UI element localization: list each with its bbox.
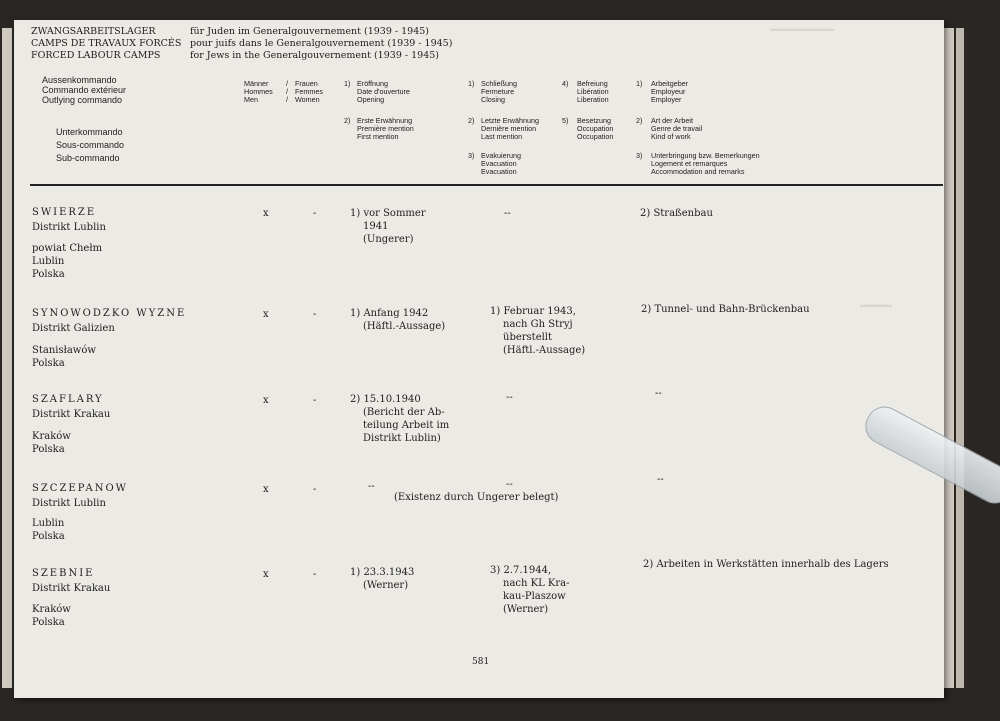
header-num: 1) bbox=[344, 79, 351, 88]
camp-location: Kraków Polska bbox=[32, 431, 71, 455]
camp-location: Kraków Polska bbox=[32, 604, 71, 628]
opening-info: 1) 23.3.1943 (Werner) bbox=[350, 567, 415, 591]
book-right-edge-back bbox=[956, 28, 964, 688]
book-page bbox=[14, 20, 944, 698]
existence-note: (Existenz durch Ungerer belegt) bbox=[394, 492, 559, 503]
header-num: 1) bbox=[468, 79, 475, 88]
header-last-mention: Letzte Erwähnung Dernière mention Last mention bbox=[481, 116, 539, 141]
header-occupation: Besetzung Occupation Occupation bbox=[577, 116, 614, 141]
header-num: 3) bbox=[636, 151, 643, 160]
opening-info: 2) 15.10.1940 (Bericht der Ab- teilung Arbeit im Distrikt Lublin) bbox=[350, 394, 450, 444]
page-number: 581 bbox=[472, 657, 490, 667]
book-left-edge bbox=[2, 28, 12, 688]
camp-name: SZAFLARY bbox=[32, 394, 104, 405]
opening-info: 1) Anfang 1942 (Häftl.-Aussage) bbox=[350, 308, 446, 332]
header-first-mention: Erste Erwähnung Première mention First mention bbox=[357, 116, 414, 141]
header-sex-separator: / / / bbox=[286, 79, 288, 104]
women-mark: - bbox=[313, 395, 317, 406]
closing-info: 3) 2.7.1944, nach KL Kra- kau-Plaszow (Werner) bbox=[490, 565, 570, 615]
camp-name: SYNOWODZKO WYZNE bbox=[32, 308, 187, 319]
book-right-edge bbox=[944, 28, 954, 688]
header-evacuation: Evakuierung Evacuation Evacuation bbox=[481, 151, 521, 176]
header-outlying-commando: Aussenkommando Commando extérieur Outlying commando bbox=[42, 75, 127, 105]
closing-info: -- bbox=[504, 208, 511, 219]
camp-location: Stanisławów Polska bbox=[32, 345, 96, 369]
closing-info: -- bbox=[506, 392, 513, 403]
camp-name: SWIERZE bbox=[32, 207, 97, 218]
camp-location: powiat Chełm Lublin Polska bbox=[32, 243, 103, 280]
header-num: 1) bbox=[636, 79, 643, 88]
men-mark: x bbox=[263, 208, 269, 219]
header-liberation: Befreiung Libération Liberation bbox=[577, 79, 609, 104]
header-kind-of-work: Art der Arbeit Genre de travail Kind of work bbox=[651, 116, 703, 141]
men-mark: x bbox=[263, 309, 269, 320]
camp-name: SZCZEPANOW bbox=[32, 483, 128, 494]
header-num: 5) bbox=[562, 116, 569, 125]
camp-district: Distrikt Lublin bbox=[32, 222, 106, 233]
closing-info: -- bbox=[506, 479, 513, 490]
camp-district: Distrikt Krakau bbox=[32, 583, 111, 594]
bleed-through: ▬▬▬▬ bbox=[860, 300, 892, 309]
women-mark: - bbox=[313, 208, 317, 219]
header-scope: für Juden im Generalgouvernement (1939 - 1945) pour juifs dans le Generalgouvernement (1939 - 1945) for Jews in the Generalgouvernement (1939 - 1945) bbox=[190, 26, 453, 61]
men-mark: x bbox=[263, 484, 269, 495]
men-mark: x bbox=[263, 395, 269, 406]
header-camp-title: ZWANGSARBEITSLAGER CAMPS DE TRAVAUX FORCÉS FORCED LABOUR CAMPS bbox=[31, 26, 182, 61]
camp-name: SZEBNIE bbox=[32, 568, 95, 579]
header-divider bbox=[30, 184, 943, 186]
remarks-info: 2) Straßenbau bbox=[640, 208, 713, 219]
header-num: 2) bbox=[344, 116, 351, 125]
header-accommodation: Unterbringung bzw. Bemerkungen Logement et remarques Accommodation and remarks bbox=[651, 151, 760, 176]
women-mark: - bbox=[313, 569, 317, 580]
remarks-info: -- bbox=[655, 388, 662, 399]
opening-info: -- bbox=[368, 481, 375, 492]
header-num: 2) bbox=[636, 116, 643, 125]
header-num: 3) bbox=[468, 151, 475, 160]
bleed-through: ▬▬▬▬▬▬▬▬ bbox=[770, 24, 834, 33]
closing-info: 1) Februar 1943, nach Gh Stryj überstellt (Häftl.-Aussage) bbox=[490, 306, 586, 356]
header-num: 4) bbox=[562, 79, 569, 88]
camp-location: Lublin Polska bbox=[32, 518, 65, 542]
camp-district: Distrikt Krakau bbox=[32, 409, 111, 420]
header-num: 2) bbox=[468, 116, 475, 125]
remarks-info: 2) Arbeiten in Werkstätten innerhalb des Lagers bbox=[643, 559, 889, 570]
header-employer: Arbeitgeber Employeur Employer bbox=[651, 79, 689, 104]
remarks-info: -- bbox=[657, 474, 664, 485]
camp-district: Distrikt Galizien bbox=[32, 323, 115, 334]
women-mark: - bbox=[313, 309, 317, 320]
men-mark: x bbox=[263, 569, 269, 580]
header-men: Männer Hommes Men bbox=[244, 79, 273, 104]
camp-district: Distrikt Lublin bbox=[32, 498, 106, 509]
header-sub-commando: Unterkommando Sous-commando Sub-commando bbox=[56, 127, 125, 163]
remarks-info: 2) Tunnel- und Bahn-Brückenbau bbox=[641, 304, 810, 315]
women-mark: - bbox=[313, 484, 317, 495]
header-women: Frauen Femmes Women bbox=[295, 79, 323, 104]
opening-info: 1) vor Sommer 1941 (Ungerer) bbox=[350, 208, 426, 245]
header-closing: Schließung Fermeture Closing bbox=[481, 79, 517, 104]
header-opening: Eröffnung Date d'ouverture Opening bbox=[357, 79, 410, 104]
